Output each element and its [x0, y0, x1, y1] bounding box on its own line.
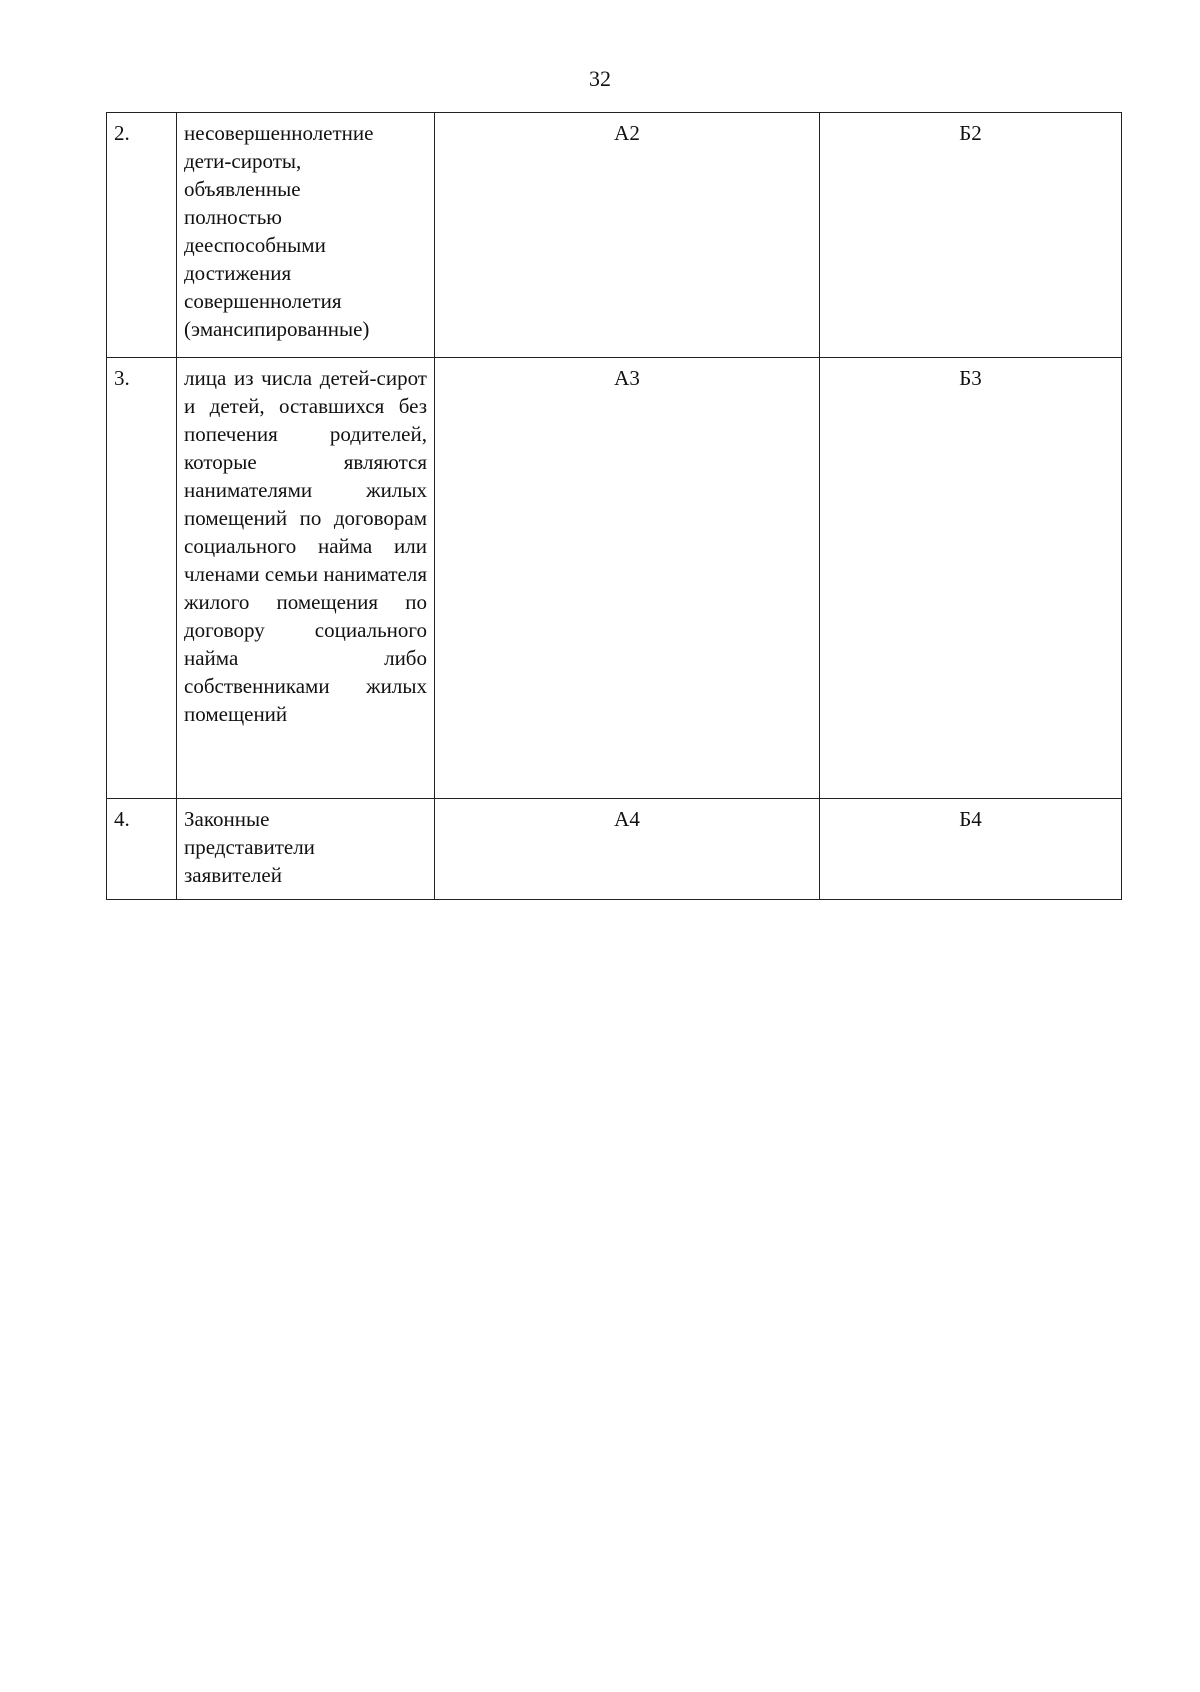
description-line: заявителей [184, 863, 282, 887]
row-description: лица из числа детей-сирот и детей, оставшихся без попечения родителей, которые являются нанимателями жилых помещений по договорам социального найма или членами семьи нанимателя жилого помещения по договору социального найма либо собственниками жилых помещений [177, 358, 435, 799]
description-line: достижения [184, 261, 292, 285]
code-a-cell: А4 [435, 799, 820, 900]
row-number: 4. [107, 799, 177, 900]
description-line: представители [184, 835, 315, 859]
description-line: объявленные [184, 177, 301, 201]
code-a-cell: А2 [435, 113, 820, 358]
description-line: (эмансипированные) [184, 317, 370, 341]
code-a-cell: А3 [435, 358, 820, 799]
description-line: Законные [184, 807, 270, 831]
code-b-cell: Б4 [820, 799, 1122, 900]
code-b-cell: Б2 [820, 113, 1122, 358]
page-number: 32 [589, 66, 611, 91]
description-line: полностью [184, 205, 282, 229]
row-description [177, 113, 435, 358]
document-table [106, 112, 1122, 900]
description-line: дети-сироты, [184, 149, 302, 173]
table-row [107, 113, 1122, 358]
description-line: дееспособными [184, 233, 326, 257]
code-b-cell: Б3 [820, 358, 1122, 799]
row-number: 2. [107, 113, 177, 358]
description-line: совершеннолетия [184, 289, 342, 313]
table-row [107, 799, 1122, 900]
row-number: 3. [107, 358, 177, 799]
row-description [177, 799, 435, 900]
table-row [107, 358, 1122, 799]
description-line: несовершеннолетние [184, 121, 374, 145]
